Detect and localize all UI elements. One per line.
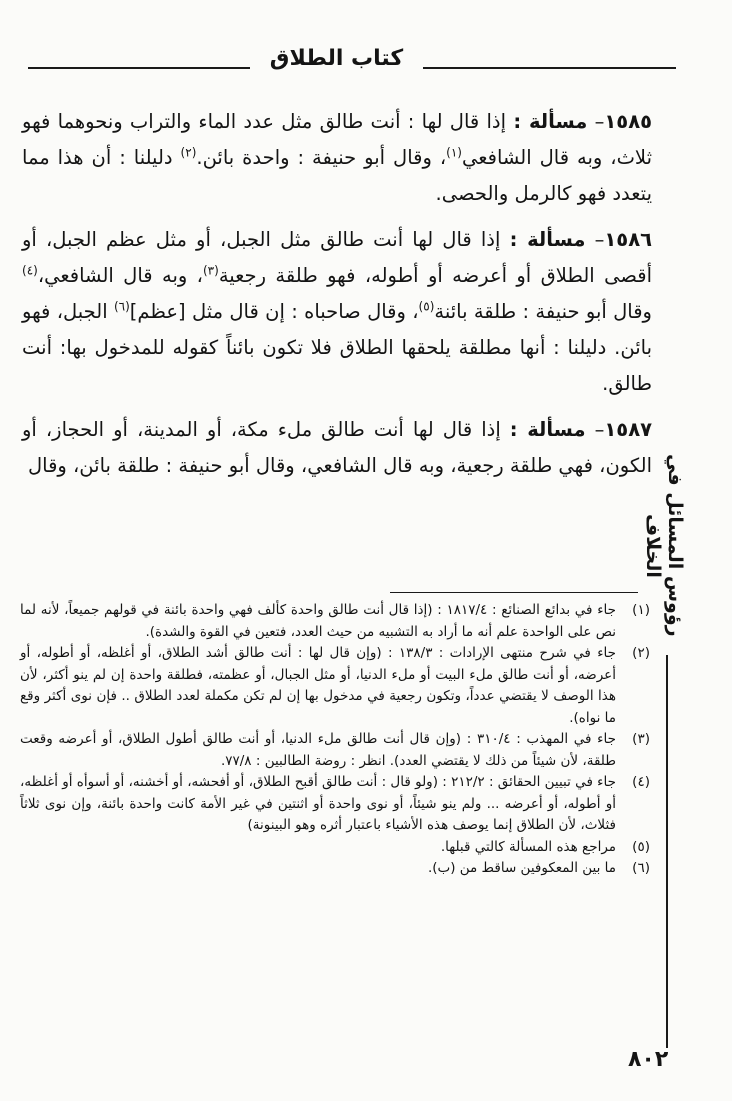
footnote-ref: (٣) <box>202 263 219 278</box>
footnote-ref: (٥) <box>418 299 435 314</box>
footnote <box>20 772 650 837</box>
page-number: ٨٠٢ <box>628 1047 669 1072</box>
footnote-text: ما بين المعكوفين ساقط من (ب). <box>427 860 616 876</box>
footnote <box>20 858 650 880</box>
footnote-text: جاء في شرح منتهى الإرادات : ١٣٨/٣ : (وإن قال لها : أنت طالق أشد الطلاق، أو أغلظه، أو أطوله، أو أعرضه، أو أنت طالق ملء البيت أو ملء الدنيا، أو مثل الجبال، أو عظمته، فطلقة واحدة إن لم ينو أكثر، لأن هذا الوصف لا يقتضي عدداً، وتكون رجعية في مدخول بها إن لم تكن مكملة لعدد الطلاق .. فإن نوى أكثر وقع ما نواه). <box>20 645 617 726</box>
footnote-marker: (٥) <box>632 838 650 855</box>
masala-text: إذا قال لها أنت طالق ملء مكة، أو المدينة، أو الحجاز، أو الكون، فهي طلقة رجعية، وبه قال الشافعي، وقال أبو حنيفة : طلقة بائن، وقال <box>22 418 652 477</box>
masala-1585: ١٥٨٥– مسألة : إذا قال لها : أنت طالق مثل عدد الماء والتراب ونحوهما فهو ثلاث، وبه قال الشافعي$^{(١)}$، وقال أبو حنيفة : واحدة بائن.$^{(٢)}$ دليلنا : أن هذا مما يتعدد فهو كالرمل والحصى. <box>22 110 652 205</box>
footnote-ref: (٦) <box>113 299 130 314</box>
masala-text: ، وقال صاحباه : إن قال مثل [عظم] <box>129 300 419 323</box>
footnote-ref: (١) <box>446 145 462 160</box>
masala-label: مسألة : <box>509 418 586 441</box>
footnote-text: جاء في بدائع الصنائع : ١٨١٧/٤ : (إذا قال أنت طالق واحدة كألف فهي واحدة بائنة في قولهم جميعاً، لأنه لما نص على الواحدة علم أنه ما أراد به التشبيه من حيث العدد، فتعين في القوة والشدة). <box>20 602 616 640</box>
book-title: رؤوس المسائل في الخلاف <box>642 454 686 637</box>
masala-text: ، وقال أبو حنيفة : واحدة بائن. <box>196 146 447 169</box>
main-text <box>22 104 652 494</box>
masala-number: ١٥٨٧ <box>604 418 652 441</box>
footnotes <box>20 600 650 880</box>
footnote-ref: (٤) <box>22 263 38 278</box>
footnote-marker: (٦) <box>632 860 650 876</box>
footnote-marker: (١) <box>632 602 650 618</box>
footnote <box>20 600 650 643</box>
footnote-text: مراجع هذه المسألة كالتي قبلها. <box>440 838 616 855</box>
footnote-marker: (٤) <box>632 774 650 790</box>
masala-1587: ١٥٨٧– مسألة : إذا قال لها أنت طالق ملء مكة، أو المدينة، أو الحجاز، أو الكون، فهي طلقة رجعية، وبه قال الشافعي، وقال أبو حنيفة : طلقة بائن، وقال <box>22 418 652 477</box>
masala-number: ١٥٨٦ <box>604 228 653 251</box>
masala-number: ١٥٨٥ <box>604 110 652 133</box>
masala-text: وقال أبو حنيفة : طلقة بائنة <box>434 300 652 323</box>
masala-text: دليلنا : أن هذا مما يتعدد فهو كالرمل والحصى. <box>22 146 652 205</box>
footnote-separator <box>390 592 638 593</box>
footnote-text: جاء في المهذب : ٣١٠/٤ : (وإن قال أنت طالق ملء الدنيا، أو أنت طالق أطول الطلاق، أو أعرضه وقعت طلقة، لأن شيئاً من ذلك لا يقتضي العدد). انظر : روضة الطالبين : ٧٧/٨. <box>20 731 616 769</box>
header-rule-left <box>28 67 250 69</box>
page-header <box>28 40 676 80</box>
footnote-ref: (٢) <box>180 145 197 160</box>
footnote <box>20 643 650 729</box>
masala-text: إذا قال لها أنت طالق مثل الجبل، أو مثل عظم الجبل، أو أقصى الطلاق أو أعرضه أو أطوله، فهو طلقة رجعية <box>22 228 653 287</box>
masala-label: مسألة : <box>509 228 586 251</box>
footnote-marker: (٣) <box>632 731 650 747</box>
footnote-marker: (٢) <box>632 645 650 661</box>
page-title: كتاب الطلاق <box>269 46 404 71</box>
footnote <box>20 729 650 772</box>
sidebar-rule <box>666 655 668 1048</box>
masala-label: مسألة : <box>513 110 588 133</box>
footnote <box>20 837 650 859</box>
header-rule-right <box>423 67 676 69</box>
masala-1586: ١٥٨٦– مسألة : إذا قال لها أنت طالق مثل الجبل، أو مثل عظم الجبل، أو أقصى الطلاق أو أعرضه أو أطوله، فهو طلقة رجعية$^{(٣)}$، وبه قال الشافعي،$^{(٤)}$ وقال أبو حنيفة : طلقة بائنة$^{(٥)}$، وقال صاحباه : إن قال مثل [عظم]$^{(٦)}$ الجبل، فهو بائن. دليلنا : أنها مطلقة يلحقها الطلاق فلا تكون بائناً كقوله للمدخول بها: أنت طالق. <box>22 228 653 395</box>
masala-text: الجبل، فهو بائن. دليلنا : أنها مطلقة يلحقها الطلاق فلا تكون بائناً كقوله للمدخول بها: أنت طالق. <box>22 300 652 395</box>
masala-text: إذا قال لها : أنت طالق مثل عدد الماء والتراب ونحوهما فهو ثلاث، وبه قال الشافعي <box>22 110 652 169</box>
footnote-text: جاء في تبيين الحقائق : ٢١٢/٢ : (ولو قال : أنت طالق أقبح الطلاق، أو أفحشه، أو أخشنه، أو أسوأه أو أغلظه، أو أطوله، أو أعرضه ... ولم ينو شيئاً، أو نوى واحدة أو اثنتين في غير الأمة كانت واحدة بائنة، وإن نوى ثلاثاً فثلاث، لأن الطلاق إنما يوصف هذه الأشياء باعتبار أثره وهو البينونة) <box>20 774 616 833</box>
masala-text: ، وبه قال الشافعي، <box>37 264 203 287</box>
